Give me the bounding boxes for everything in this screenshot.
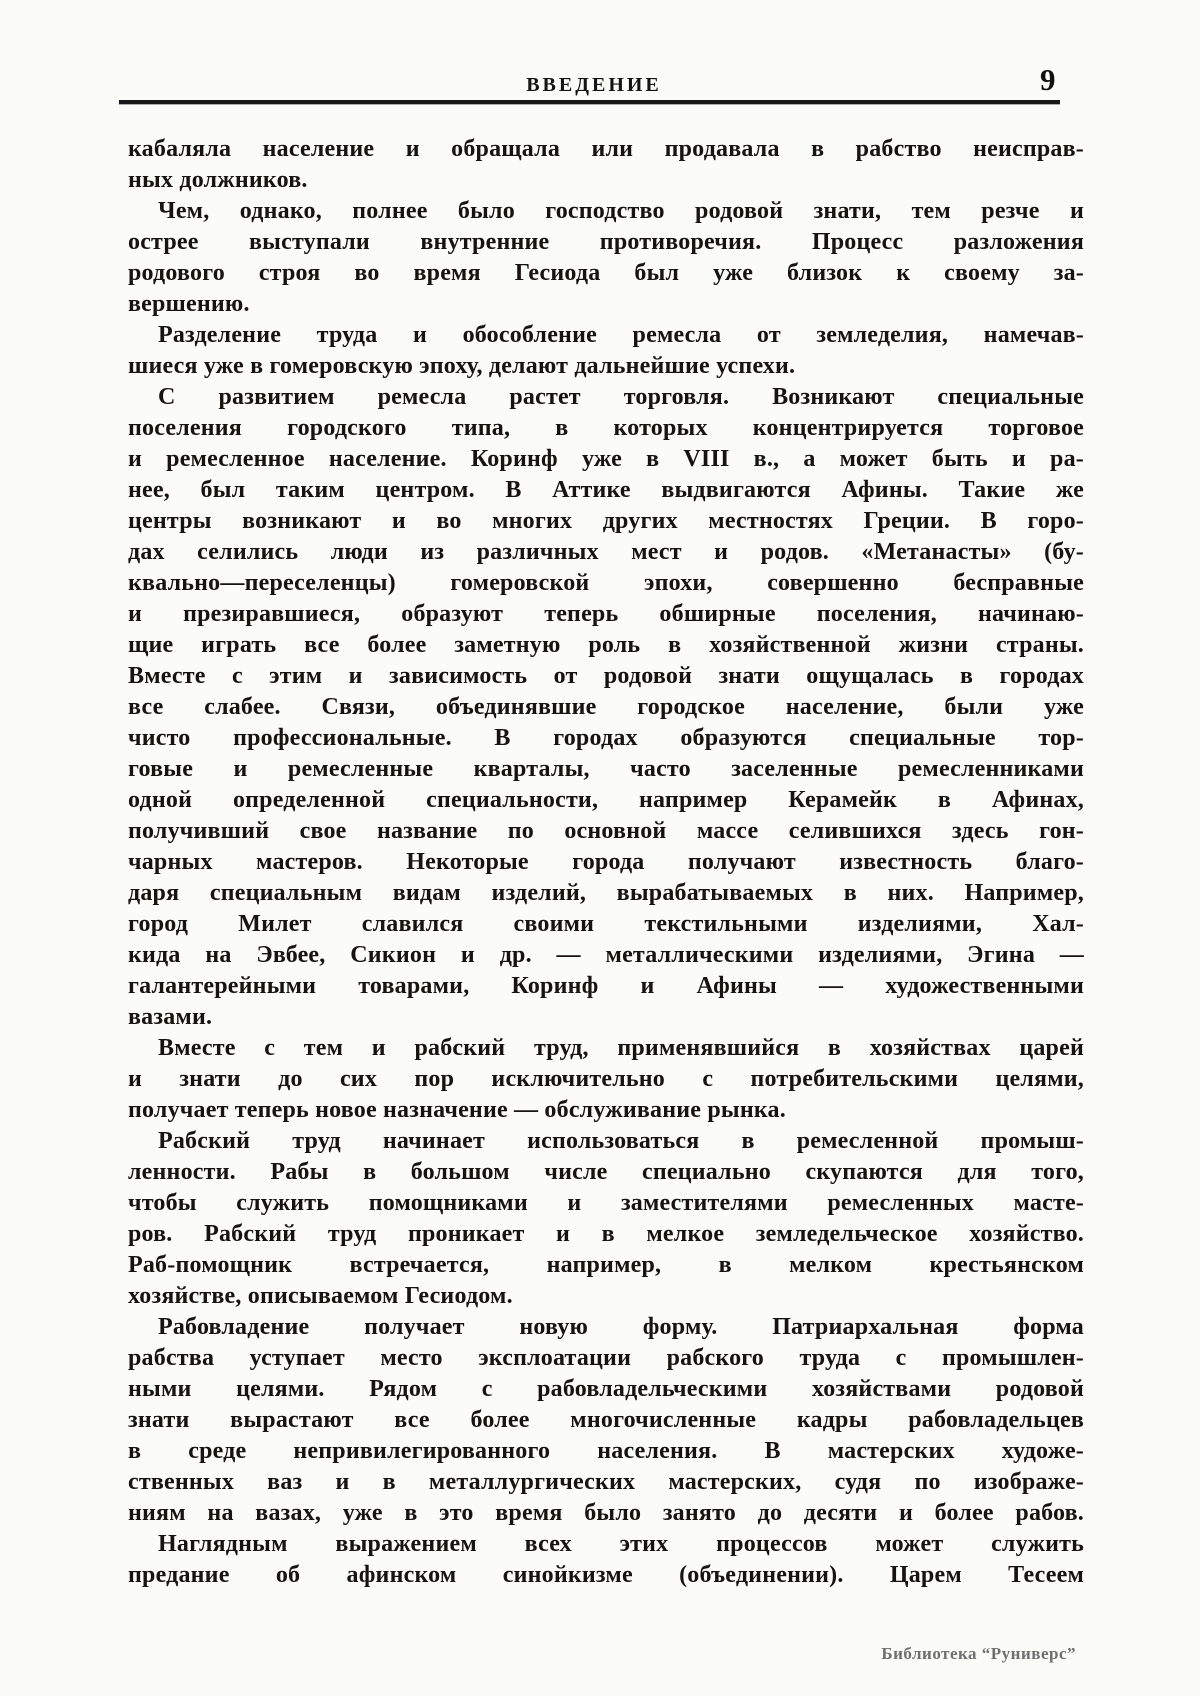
paragraph (128, 320, 1084, 382)
text-line: нее, был таким центром. В Аттике выдвигаются Афины. Такие же (128, 477, 1084, 503)
running-head-title: ВВЕДЕНИЕ (526, 74, 662, 96)
text-line: и знати до сих пор исключительно с потребительскими целями, (128, 1066, 1084, 1092)
text-line: поселения городского типа, в которых концентрируется торговое (128, 415, 1084, 441)
text-line: ных должников. (128, 167, 308, 193)
text-line: С развитием ремесла растет торговля. Возникают специальные (158, 384, 1084, 410)
text-line: шиеся уже в гомеровскую эпоху, делают дальнейшие успехи. (128, 353, 796, 379)
text-line: хозяйстве, описываемом Гесиодом. (128, 1283, 513, 1309)
text-line: щие играть все более заметную роль в хозяйственной жизни страны. (128, 632, 1084, 658)
text-line: дах селились люди из различных мест и родов. «Метанасты» (бу- (128, 539, 1084, 565)
paragraph (128, 196, 1084, 320)
text-line: чарных мастеров. Некоторые города получают известность благо- (128, 849, 1084, 875)
text-line: Вместе с этим и зависимость от родовой знати ощущалась в городах (128, 663, 1084, 689)
text-line: даря специальным видам изделий, вырабатываемых в них. Например, (128, 880, 1084, 906)
text-line: город Милет славился своими текстильными изделиями, Хал- (128, 911, 1084, 937)
text-line: Наглядным выражением всех этих процессов может служить (158, 1531, 1084, 1557)
text-line: получивший свое название по основной массе селившихся здесь гон- (128, 818, 1084, 844)
text-line: ниям на вазах, уже в это время было занято до десяти и более рабов. (128, 1500, 1084, 1526)
paragraph (128, 1529, 1084, 1591)
text-line: вершению. (128, 291, 250, 317)
text-line: и презиравшиеся, образуют теперь обширные поселения, начинаю- (128, 601, 1084, 627)
text-line: Вместе с тем и рабский труд, применявшийся в хозяйствах царей (158, 1035, 1084, 1061)
text-line: одной определенной специальности, например Керамейк в Афинах, (128, 787, 1084, 813)
text-line: рабства уступает место эксплоатации рабского труда с промышлен- (128, 1345, 1084, 1371)
text-line: ными целями. Рядом с рабовладельческими хозяйствами родовой (128, 1376, 1084, 1402)
body-text (128, 134, 1084, 1591)
text-line: в среде непривилегированного населения. В мастерских художе- (128, 1438, 1084, 1464)
text-line: ленности. Рабы в большом числе специально скупаются для того, (128, 1159, 1084, 1185)
paragraph (128, 1033, 1084, 1126)
paragraph (128, 1312, 1084, 1529)
text-line: получает теперь новое назначение — обслуживание рынка. (128, 1097, 786, 1123)
text-line: острее выступали внутренние противоречия. Процесс разложения (128, 229, 1084, 255)
text-line: родового строя во время Гесиода был уже близок к своему за- (128, 260, 1084, 286)
text-line: чисто профессиональные. В городах образуются специальные тор- (128, 725, 1084, 751)
text-line: квально—переселенцы) гомеровской эпохи, совершенно бесправные (128, 570, 1084, 596)
text-line: Чем, однако, полнее было господство родовой знати, тем резче и (158, 198, 1084, 224)
header-rule (119, 100, 1060, 104)
text-line: знати вырастают все более многочисленные кадры рабовладельцев (128, 1407, 1084, 1433)
text-line: предание об афинском синойкизме (объединении). Царем Тесеем (128, 1562, 1084, 1588)
text-line: Разделение труда и обособление ремесла от земледелия, намечав- (158, 322, 1084, 348)
text-line: все слабее. Связи, объединявшие городское население, были уже (128, 694, 1084, 720)
paragraph (128, 1126, 1084, 1312)
text-line: ров. Рабский труд проникает и в мелкое земледельческое хозяйство. (128, 1221, 1084, 1247)
text-line: кида на Эвбее, Сикион и др. — металлическими изделиями, Эгина — (128, 942, 1084, 968)
library-watermark: Библиотека “Руниверс” (881, 1644, 1076, 1663)
text-line: и ремесленное население. Коринф уже в VIII в., а может быть и ра- (128, 446, 1084, 472)
text-line: говые и ремесленные кварталы, часто заселенные ремесленниками (128, 756, 1084, 782)
text-line: Раб-помощник встречается, например, в мелком крестьянском (128, 1252, 1084, 1278)
text-line: чтобы служить помощниками и заместителями ремесленных масте- (128, 1190, 1084, 1216)
paragraph (128, 382, 1084, 1033)
text-line: кабаляла население и обращала или продавала в рабство неисправ- (128, 136, 1084, 162)
paragraph (128, 134, 1084, 196)
text-line: вазами. (128, 1004, 213, 1030)
text-line: Рабский труд начинает использоваться в ремесленной промыш- (158, 1128, 1084, 1154)
page-number: 9 (1040, 62, 1056, 97)
text-line: галантерейными товарами, Коринф и Афины — художественными (128, 973, 1084, 999)
text-line: Рабовладение получает новую форму. Патриархальная форма (158, 1314, 1084, 1340)
text-line: ственных ваз и в металлургических мастерских, судя по изображе- (128, 1469, 1084, 1495)
text-line: центры возникают и во многих других местностях Греции. В горо- (128, 508, 1084, 534)
